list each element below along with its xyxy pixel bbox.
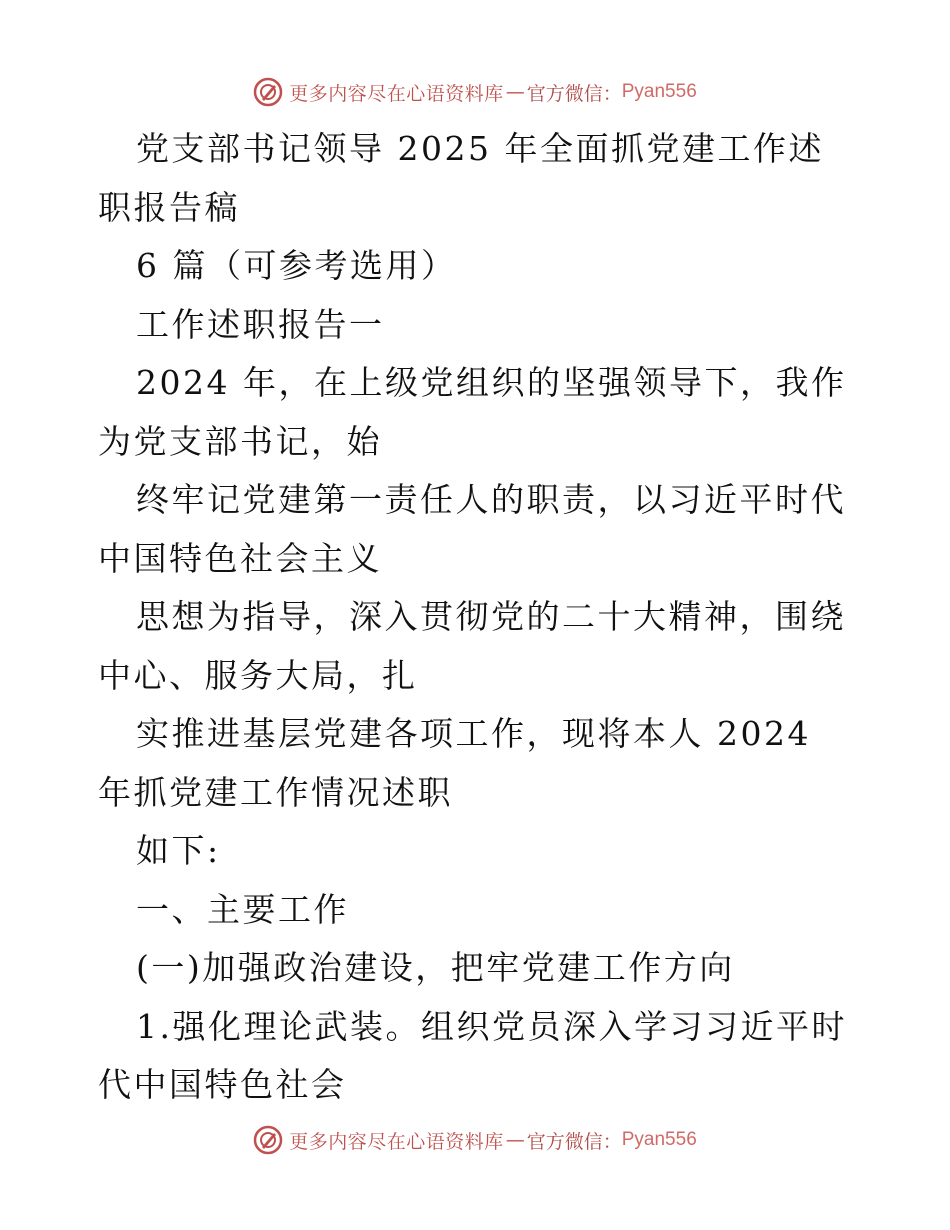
watermark-wechat-id: Pyan556 [621, 1129, 697, 1150]
subsection-heading: (一)加强政治建设，把牢党建工作方向 [136, 948, 735, 987]
pen-logo-icon [253, 1125, 283, 1155]
body-paragraph: 2024 年，在上级党组织的坚强领导下，我作为党支部书记，始 [98, 363, 847, 461]
watermark-site-text: 更多内容尽在心语资料库 [289, 1130, 504, 1153]
watermark-dash: — [505, 1129, 525, 1151]
body-paragraph: 终牢记党建第一责任人的职责，以习近平时代中国特色社会主义 [98, 480, 846, 578]
subsection-heading: 一、主要工作 [136, 889, 349, 929]
body-paragraph: 实推进基层党建各项工作，现将本人 2024 年抓党建工作情况述职 [98, 714, 811, 812]
watermark-wechat-label: 官方微信： [526, 1130, 622, 1153]
watermark-wechat-label: 官方微信： [526, 82, 622, 105]
watermark-wechat-id: Pyan556 [621, 81, 697, 102]
watermark-dash: — [505, 81, 525, 103]
pen-logo-icon [253, 77, 283, 107]
document-subtitle: 6 篇（可参考选用） [136, 246, 457, 285]
body-paragraph: 1.强化理论武装。组织党员深入学习习近平时代中国特色社会 [98, 1006, 847, 1104]
body-paragraph: 如下: [136, 831, 221, 870]
document-title: 党支部书记领导 2025 年全面抓党建工作述职报告稿 [98, 129, 824, 227]
header-watermark [0, 72, 950, 112]
section-heading: 工作述职报告一 [136, 304, 385, 344]
watermark-site-text: 更多内容尽在心语资料库 [289, 82, 504, 105]
body-paragraph: 思想为指导，深入贯彻党的二十大精神，围绕中心、服务大局，扎 [98, 597, 846, 695]
footer-watermark [0, 1120, 950, 1160]
document-body [98, 120, 858, 1115]
